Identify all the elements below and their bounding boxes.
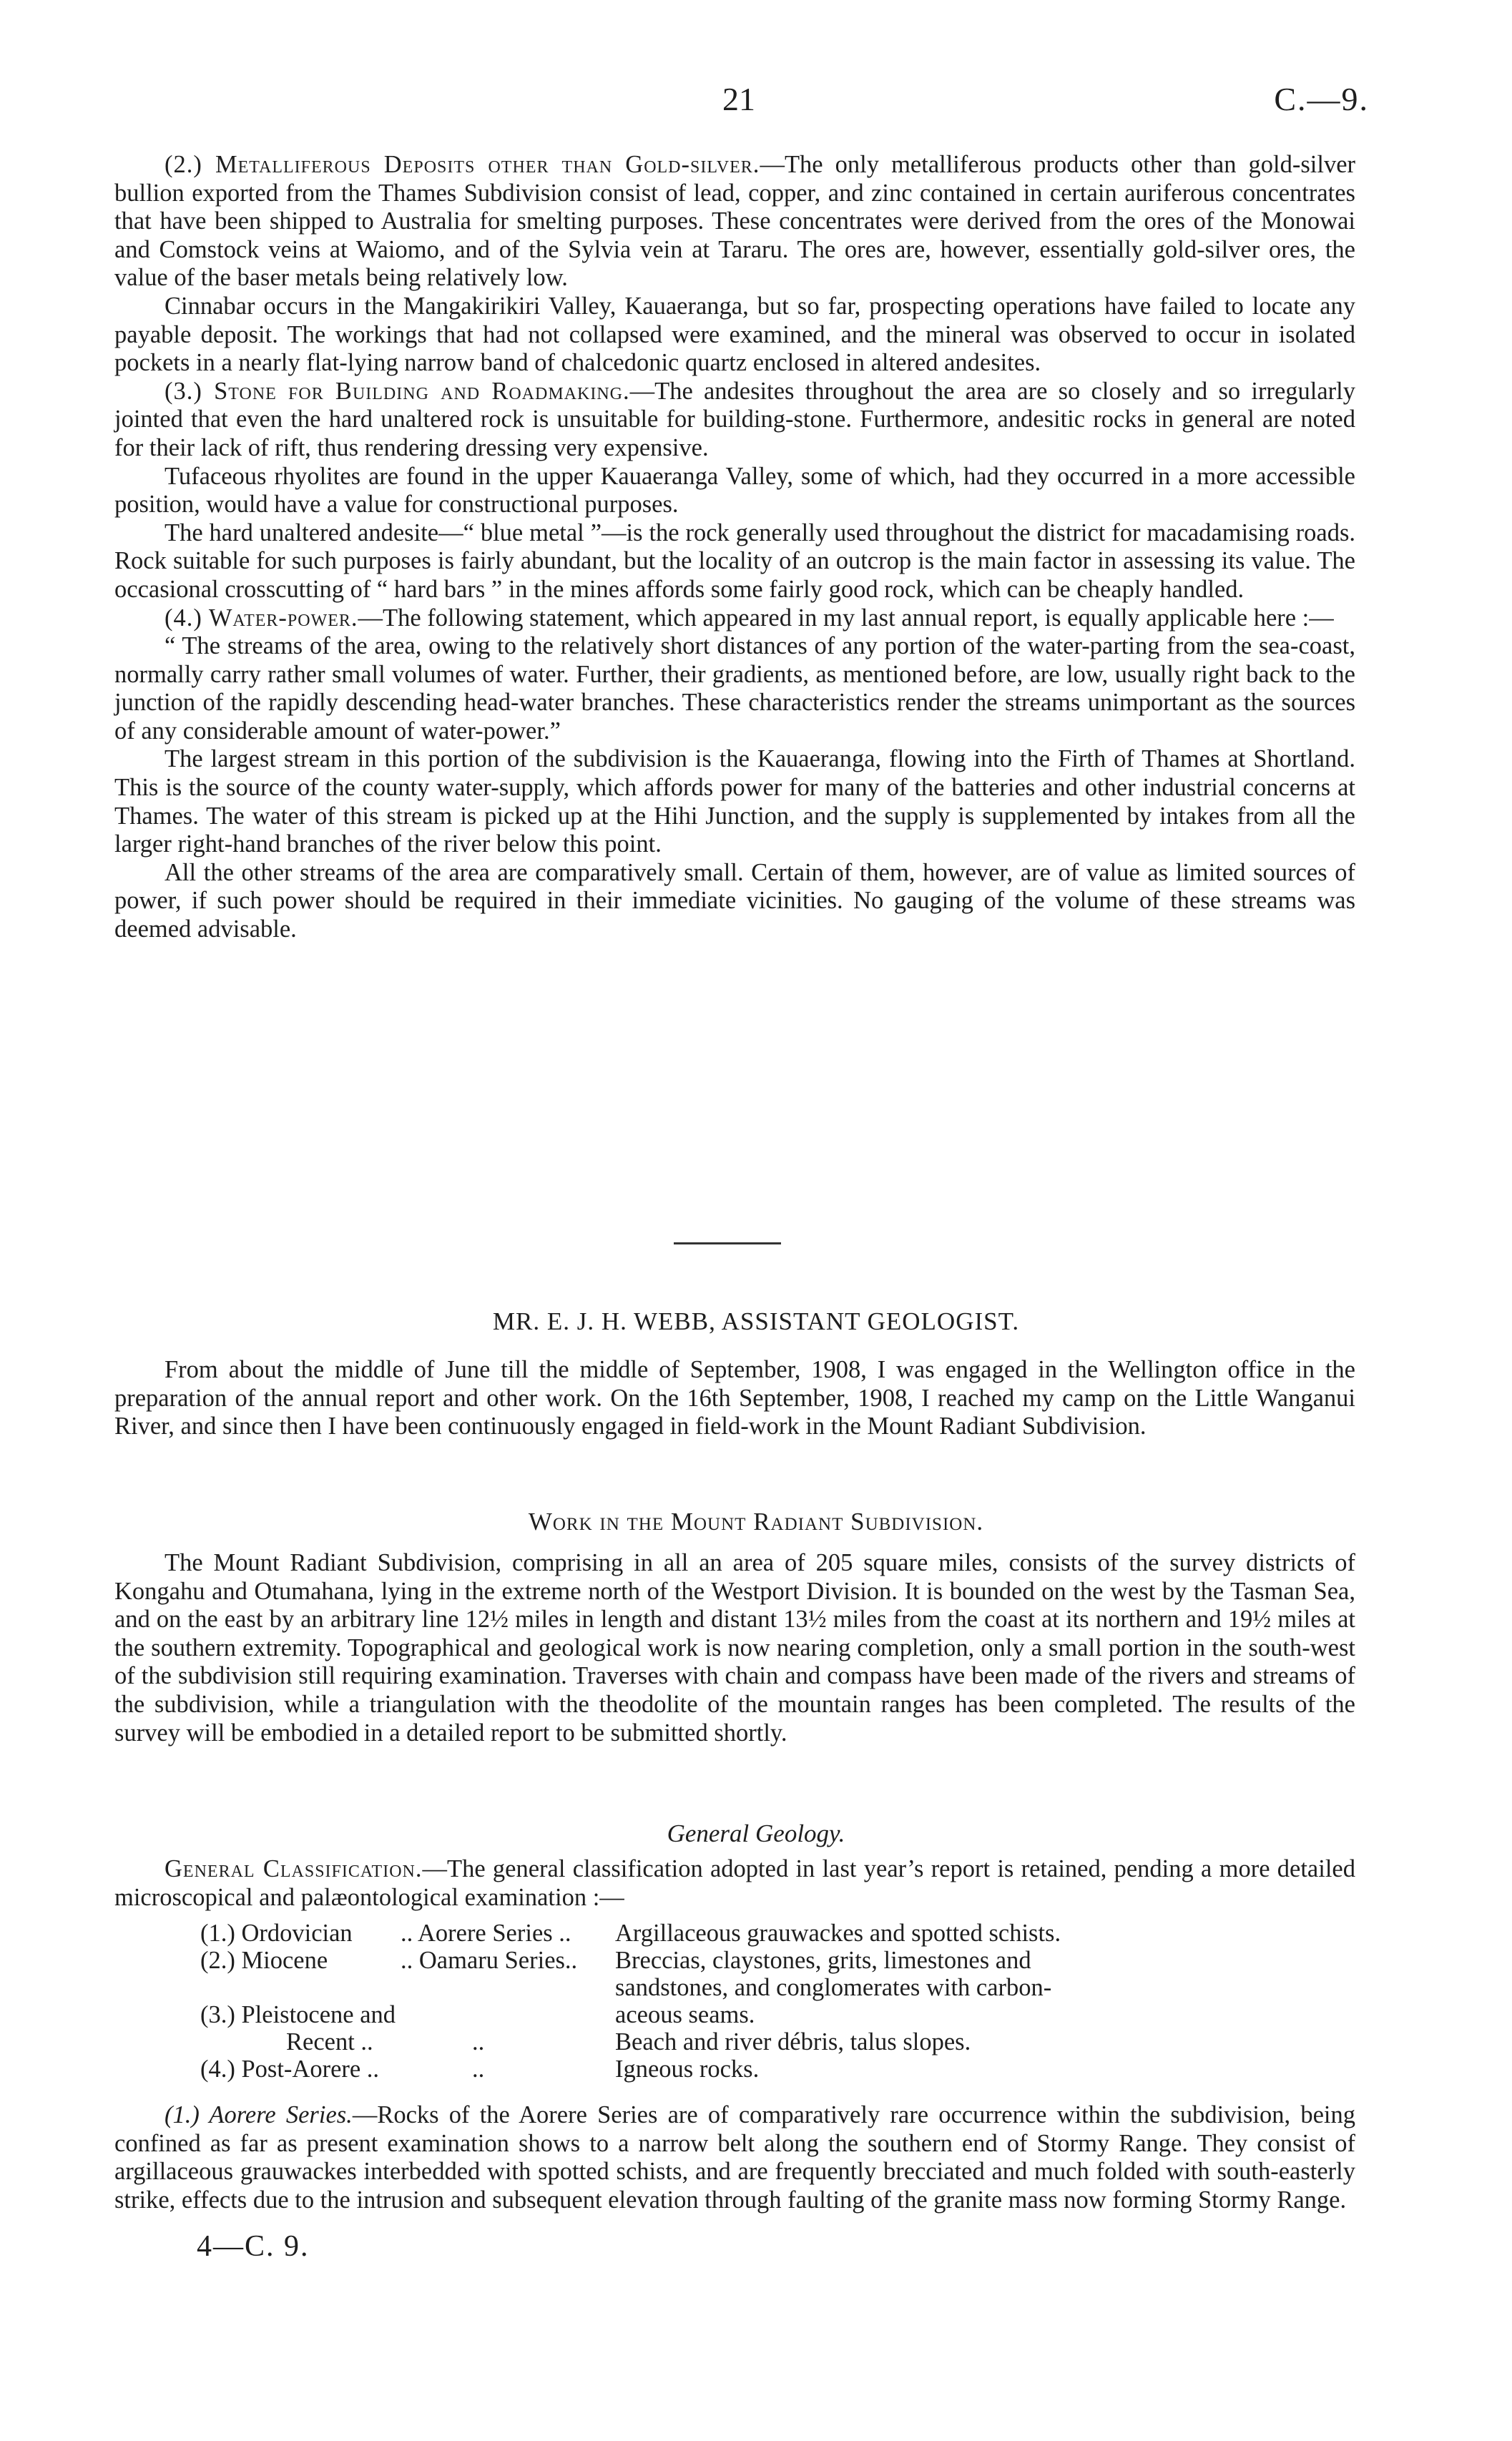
period-cell: (2.) Miocene [200, 1947, 328, 1974]
page-header [0, 80, 1512, 123]
paragraph-body: —The andesites throughout the area are so closely and so irregularly jointed that even the hard unaltered rock is unsuitable for building-stone. Furthermore, andesitic rocks in general are noted for their lack of rift, thus rendering dressing very expensive. [114, 377, 1355, 461]
signature-reference: 4—C. 9. [197, 2230, 310, 2263]
thames-section [114, 151, 1355, 944]
rocks-cell: sandstones, and conglomerates with carbon- [615, 1974, 1052, 2001]
period-cell: (1.) Ordovician [200, 1920, 353, 1947]
period-cell [200, 1974, 401, 2001]
section-divider [674, 1242, 781, 1244]
paragraph-metalliferous [114, 151, 1355, 293]
classification-intro [114, 1855, 1355, 1912]
page-number: 21 [722, 81, 755, 117]
paragraph-quotation: “ The streams of the area, owing to the relatively short distances of any portion of the water-parting from the sea-coast, normally carry rather small volumes of water. Further, their gradients, as mentioned before, are low, usually right back to the junction of the rapidly descending head-water branches. These characteristics render the streams unimportant as the sources of any considerable amount of water-power.” [114, 632, 1355, 745]
period-cell: (4.) Post-Aorere .. [200, 2056, 380, 2083]
paragraph-rhyolites: Tufaceous rhyolites are found in the upper Kauaeranga Valley, some of which, had they occurred in a more accessible position, would have a value for constructional purposes. [114, 462, 1355, 519]
paragraph-kauaeranga: The largest stream in this portion of the subdivision is the Kauaeranga, flowing into the Firth of Thames at Shortland. This is the source of the county water-supply, which affords power for many of the batteries and other industrial concerns at Thames. The water of this stream is picked up at the Hihi Junction, and the supply is supplemented by intakes from all the larger right-hand branches of the river below this point. [114, 745, 1355, 858]
rocks-cell: Beach and river débris, talus slopes. [615, 2028, 971, 2056]
list-item [200, 1920, 1273, 1947]
webb-intro [114, 1356, 1355, 1441]
classification-list [200, 1920, 1273, 2083]
paragraph-cinnabar: Cinnabar occurs in the Mangakirikiri Valley, Kauaeranga, but so far, prospecting operations have failed to locate any payable deposit. The workings that had not collapsed were examined, and the mineral was observed to occur in isolated pockets in a nearly flat-lying narrow band of chalcedonic quartz enclosed in altered andesites. [114, 292, 1355, 377]
list-item [200, 2001, 1273, 2028]
paragraph-body: —The general classification adopted in last year’s report is retained, pending a more detailed microscopical and palæontological examination :— [114, 1855, 1355, 1911]
period-cell: (3.) Pleistocene and [200, 2001, 396, 2028]
paragraph-body: —Rocks of the Aorere Series are of comparatively rare occurrence within the subdivision, being confined as far as present examination shows to a narrow belt along the southern end of Stormy Range. They consist of argillaceous grauwackes interbedded with spotted schists, and are frequently brecciated and much folded with south-easterly strike, effects due to the intrusion and subsequent elevation through faulting of the granite mass now forming Stormy Range. [114, 2101, 1355, 2214]
aorere-section [114, 2101, 1355, 2214]
paragraph-aorere [114, 2101, 1355, 2214]
paragraph-title: (2.) Metalliferous Deposits other than Gold-silver. [165, 151, 760, 178]
series-cell: .. [472, 2056, 485, 2083]
paragraph-title: (4.) Water-power. [165, 604, 358, 632]
rocks-cell: aceous seams. [615, 2001, 755, 2028]
series-cell: .. Aorere Series .. [401, 1920, 571, 1947]
paragraph-title: (3.) Stone for Building and Roadmaking. [165, 377, 630, 405]
paragraph-water-power [114, 604, 1355, 633]
geology-heading: General Geology. [667, 1819, 845, 1847]
paragraph-body: —The following statement, which appeared in my last annual report, is equally applicable here :— [358, 604, 1334, 632]
document-reference: C.—9. [1274, 81, 1369, 117]
series-cell: .. [472, 2028, 485, 2056]
series-cell [401, 1974, 615, 2001]
subsection-heading: Work in the Mount Radiant Subdivision. [528, 1508, 984, 1536]
paragraph-subdivision: The Mount Radiant Subdivision, comprising in all an area of 205 square miles, consists of the survey districts of Kongahu and Otumahana, lying in the extreme north of the Westport Division. It is bounded on the west by the Tasman Sea, and on the east by an arbitrary line 12½ miles in length and distant 13½ miles from the coast at its northern and 19½ miles at the southern extremity. Topographical and geological work is now nearing completion, only a small portion in the south-west of the subdivision still requiring examination. Traverses with chain and compass have been made of the rivers and streams of the subdivision, while a triangulation with the theodolite of the mountain ranges has been completed. The results of the survey will be embodied in a detailed report to be submitted shortly. [114, 1549, 1355, 1747]
series-cell [401, 2001, 615, 2028]
series-cell: .. Oamaru Series.. [401, 1947, 578, 1974]
list-item [200, 2056, 1273, 2083]
rocks-cell: Argillaceous grauwackes and spotted schists. [615, 1920, 1061, 1947]
period-cell: Recent .. [286, 2028, 373, 2056]
section-heading: MR. E. J. H. WEBB, ASSISTANT GEOLOGIST. [492, 1307, 1020, 1335]
list-item [200, 1947, 1273, 1974]
paragraph-intro: From about the middle of June till the middle of September, 1908, I was engaged in the Wellington office in the preparation of the annual report and other work. On the 16th September, 1908, I reached my camp on the Little Wanganui River, and since then I have been continuously engaged in field-work in the Mount Radiant Subdivision. [114, 1356, 1355, 1440]
list-item [200, 2028, 1273, 2056]
mount-radiant-section [114, 1549, 1355, 1747]
rocks-cell: Breccias, claystones, grits, limestones and [615, 1947, 1031, 1974]
list-item [200, 1974, 1273, 2001]
paragraph-small-streams: All the other streams of the area are comparatively small. Certain of them, however, are of value as limited sources of power, if such power should be required in their immediate vicinities. No gauging of the volume of these streams was deemed advisable. [114, 858, 1355, 943]
paragraph-body: —The only metalliferous products other than gold-silver bullion exported from the Thames Subdivision consist of lead, copper, and zinc contained in certain auriferous concentrates that have been shipped to Australia for smelting purposes. These concentrates were derived from the ores of the Monowai and Comstock veins at Waiomo, and of the Sylvia vein at Tararu. The ores are, however, essentially gold-silver ores, the value of the baser metals being relatively low. [114, 151, 1356, 292]
paragraph-title: (1.) Aorere Series. [165, 2101, 353, 2128]
paragraph-stone [114, 378, 1355, 463]
paragraph-title: General Classification. [165, 1855, 423, 1882]
paragraph-classification [114, 1855, 1355, 1912]
paragraph-blue-metal: The hard unaltered andesite—“ blue metal ”—is the rock generally used throughout the district for macadamising roads. Rock suitable for such purposes is fairly abundant, but the locality of an outcrop is the main factor in assessing its value. The occasional crosscutting of “ hard bars ” in the mines affords some fairly good rock, which can be cheaply handled. [114, 519, 1355, 603]
rocks-cell: Igneous rocks. [615, 2056, 760, 2083]
